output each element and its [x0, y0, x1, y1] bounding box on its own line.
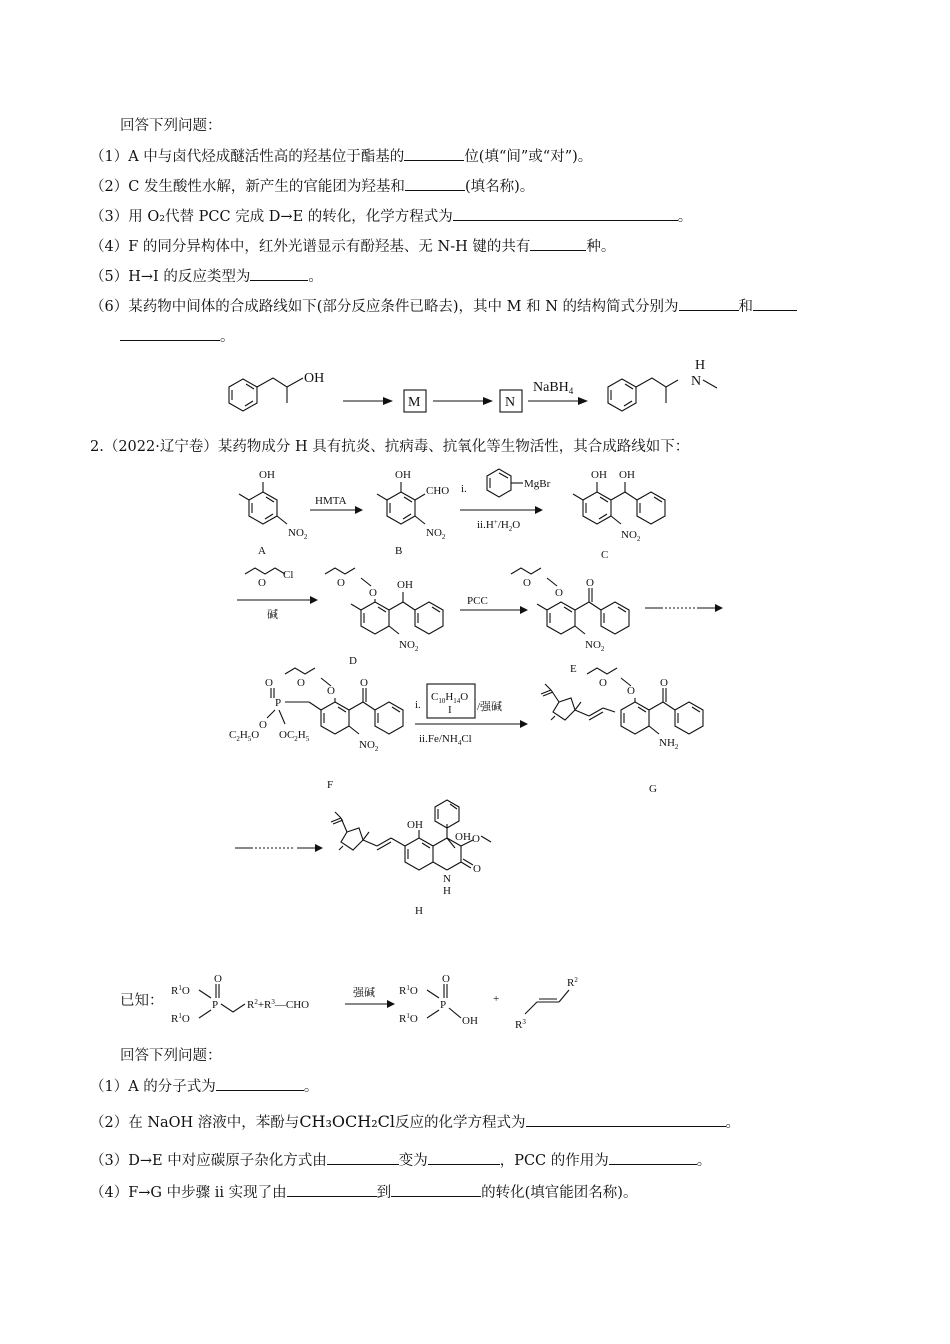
- s2-q2-formula: CH₃OCH₂Cl: [299, 1112, 396, 1131]
- s1-q5-tail: 。: [308, 269, 323, 285]
- s2-intro: 回答下列问题：: [120, 1048, 222, 1064]
- s2-q3-text: （3）D→E 中对应碳原子杂化方式由: [90, 1153, 327, 1169]
- svg-text:O: O: [523, 577, 531, 589]
- label-b: B: [395, 545, 403, 557]
- s1-n-label: N: [505, 395, 516, 410]
- svg-text:强碱: 强碱: [353, 987, 375, 999]
- svg-text:CHO: CHO: [426, 485, 450, 497]
- svg-text:O: O: [555, 587, 563, 599]
- svg-text:OH: OH: [259, 469, 275, 481]
- reagents-f-to-g: [415, 684, 528, 747]
- s2-q3-answer-blank-1[interactable]: [327, 1150, 399, 1165]
- s2-q2-text: （2）在 NaOH 溶液中，苯酚与: [90, 1115, 300, 1131]
- compound-f: [229, 668, 403, 791]
- reagent-pcc: PCC: [467, 595, 488, 607]
- svg-text:P: P: [212, 999, 219, 1011]
- reagent-phmgbr: [487, 469, 551, 497]
- svg-text:OH: OH: [455, 831, 471, 843]
- compound-c: [573, 469, 665, 561]
- s1-q2-answer-blank[interactable]: [405, 176, 465, 191]
- s1-question-6-cont: [120, 326, 235, 347]
- s2-known-reaction: [165, 962, 595, 1034]
- svg-text:NO2: $NO_2$: [359, 739, 379, 753]
- svg-text:OC2H5: $OC_2H_5$: [279, 729, 310, 743]
- label-h: H: [415, 905, 423, 917]
- svg-text:Cl: Cl: [283, 569, 294, 581]
- s2-question-4: [90, 1182, 637, 1203]
- s1-q6-answer-blank-m[interactable]: [679, 296, 739, 311]
- compound-a: [239, 469, 308, 557]
- label-c: C: [601, 549, 609, 561]
- svg-text:O: O: [660, 677, 668, 689]
- svg-text:i.: i.: [461, 483, 467, 495]
- s1-q3-answer-blank[interactable]: [453, 206, 678, 221]
- svg-text:O: O: [258, 577, 266, 589]
- s2-question-2: [90, 1112, 740, 1133]
- s2-q2-answer-blank[interactable]: [526, 1112, 726, 1127]
- s1-q3-text: （3）用 O₂代替 PCC 完成 D→E 的转化，化学方程式为: [90, 209, 453, 225]
- s1-synthesis-scheme: [215, 355, 745, 430]
- label-f: F: [327, 779, 334, 791]
- svg-text:O: O: [473, 863, 481, 875]
- s1-product-benzene-ring: [608, 379, 636, 411]
- s1-oh-label: OH: [304, 371, 325, 386]
- svg-text:O: O: [327, 685, 335, 697]
- s2-q3-text-b: 变为: [398, 1153, 428, 1169]
- svg-text:R3: $R^3$: [515, 1018, 526, 1031]
- s2-q4-answer-blank-1[interactable]: [287, 1182, 377, 1197]
- s1-reagent-nabh4: NaBH$_4$: [533, 380, 574, 396]
- svg-text:O: O: [337, 577, 345, 589]
- s2-q3-text-c: ，PCC 的作用为: [499, 1153, 609, 1169]
- s1-q2-text: （2）C 发生酸性水解，新产生的官能团为羟基和: [90, 179, 405, 195]
- svg-text:ii.Fe/NH4Cl: $ii.Fe/NH_4Cl$: [419, 733, 472, 747]
- s2-q2-text-b: 反应的化学方程式为: [395, 1115, 526, 1131]
- svg-text:R1O: $R^1O$: [171, 984, 190, 997]
- svg-text:+: +: [493, 993, 500, 1005]
- svg-text:O: O: [265, 677, 273, 689]
- compound-b: [377, 469, 449, 557]
- s1-question-3: [90, 206, 692, 227]
- svg-text:/强碱: /强碱: [477, 701, 503, 713]
- compound-h: [331, 800, 491, 917]
- svg-text:OH: OH: [397, 579, 413, 591]
- s1-start-benzene-ring: [229, 379, 257, 411]
- s1-q1-answer-blank[interactable]: [404, 146, 464, 161]
- s1-q6-and: 和: [738, 299, 754, 315]
- svg-text:N: N: [443, 873, 451, 885]
- reagent-ii-h-h2o: $ii.H^+/H_2O$: [477, 518, 521, 533]
- svg-text:OH: OH: [407, 819, 423, 831]
- s2-q1-answer-blank[interactable]: [216, 1076, 304, 1091]
- s1-question-4: [90, 236, 615, 257]
- s1-q6-answer-blank-n1[interactable]: [753, 296, 797, 311]
- s2-q3-tail: 。: [696, 1153, 712, 1169]
- s1-q2-tail: (填名称)。: [464, 179, 535, 195]
- svg-text:C2H5O: $C_2H_5O$: [229, 729, 260, 743]
- label-d: D: [349, 655, 357, 667]
- reagent-base: 碱: [267, 609, 278, 621]
- compound-g: [541, 668, 703, 795]
- s2-q3-answer-blank-2[interactable]: [428, 1150, 500, 1165]
- reagent-mom-cl: [245, 568, 293, 589]
- s1-m-label: M: [408, 395, 421, 410]
- s2-q4-answer-blank-2[interactable]: [391, 1182, 481, 1197]
- svg-text:R2+R3—CHO: $R^2+R^3—CHO$: [247, 998, 310, 1011]
- s2-q3-answer-blank-3[interactable]: [609, 1150, 697, 1165]
- s2-heading: 2.（2022·辽宁卷）某药物成分 H 具有抗炎、抗病毒、抗氧化等生物活性，其合成路线如下：: [90, 439, 690, 455]
- svg-text:OH: OH: [619, 469, 635, 481]
- s1-q5-text: （5）H→I 的反应类型为: [90, 269, 251, 285]
- svg-text:O: O: [214, 973, 222, 985]
- svg-text:O: O: [442, 973, 450, 985]
- svg-text:O: O: [586, 577, 594, 589]
- s1-question-6: [90, 296, 797, 317]
- svg-text:NO2: $NO_2$: [426, 527, 446, 541]
- s1-q4-answer-blank[interactable]: [530, 236, 586, 251]
- label-g: G: [649, 783, 657, 795]
- s1-question-5: [90, 266, 323, 287]
- svg-text:OH: OH: [462, 1015, 478, 1027]
- svg-text:i.: i.: [415, 699, 421, 711]
- svg-text:NO2: $NO_2$: [585, 639, 605, 653]
- s1-q1-tail: 位(填“间”或“对”)。: [464, 149, 593, 165]
- svg-text:R1O: $R^1O$: [171, 1012, 190, 1025]
- svg-text:O: O: [599, 677, 607, 689]
- compound-e: [511, 568, 629, 675]
- svg-text:NO2: $NO_2$: [399, 639, 419, 653]
- label-e: E: [570, 663, 577, 675]
- svg-text:O: O: [627, 685, 635, 697]
- svg-text:OH: OH: [591, 469, 607, 481]
- s1-q3-tail: 。: [677, 209, 693, 225]
- s1-q6-tail: 。: [220, 329, 235, 345]
- compound-d: [325, 568, 443, 667]
- s1-q4-text: （4）F 的同分异构体中，红外光谱显示有酚羟基、无 N-H 键的共有: [90, 239, 531, 255]
- s1-question-2: [90, 176, 534, 197]
- svg-text:O: O: [360, 677, 368, 689]
- s2-synthesis-scheme: [215, 462, 745, 922]
- s2-q4-text: （4）F→G 中步骤 ii 实现了由: [90, 1185, 287, 1201]
- s2-question-3: [90, 1150, 711, 1171]
- s1-n-atom-label: N: [691, 374, 702, 389]
- svg-text:OH: OH: [395, 469, 411, 481]
- s1-question-1: [90, 146, 592, 167]
- reagent-hmta: HMTA: [315, 495, 347, 507]
- svg-text:NH2: $NH_2$: [659, 737, 679, 751]
- s2-q1-tail: 。: [303, 1079, 319, 1095]
- a-no2: $NO_2$: [288, 527, 308, 541]
- s2-q4-tail: 的转化(填官能团名称)。: [481, 1185, 638, 1201]
- svg-text:P: P: [440, 999, 447, 1011]
- s1-q1-text: （1）A 中与卤代烃成醚活性高的羟基位于酯基的: [90, 149, 405, 165]
- svg-text:R2: $R^2$: [567, 976, 578, 989]
- s1-q4-tail: 种。: [586, 239, 616, 255]
- label-a: A: [258, 545, 266, 557]
- svg-text:H: H: [443, 885, 451, 897]
- svg-text:P: P: [275, 697, 282, 709]
- svg-text:O: O: [297, 677, 305, 689]
- svg-text:NO2: $NO_2$: [621, 529, 641, 543]
- s1-q6-answer-blank-n2[interactable]: [120, 326, 220, 341]
- svg-text:R1O: $R^1O$: [399, 1012, 418, 1025]
- s2-q1-text: （1）A 的分子式为: [90, 1079, 216, 1095]
- s2-known-label: 已知：: [120, 993, 164, 1009]
- s2-q4-text-b: 到: [376, 1185, 392, 1201]
- svg-text:R1O: $R^1O$: [399, 984, 418, 997]
- s1-q5-answer-blank[interactable]: [250, 266, 308, 281]
- svg-text:O: O: [472, 833, 480, 845]
- svg-text:MgBr: MgBr: [524, 478, 551, 490]
- s1-nh-h-label: H: [695, 358, 706, 373]
- s2-q2-tail: 。: [725, 1115, 741, 1131]
- s1-intro: 回答下列问题：: [120, 118, 222, 134]
- svg-text:O: O: [369, 587, 377, 599]
- s2-question-1: [90, 1076, 318, 1097]
- svg-text:I: I: [448, 704, 452, 716]
- svg-text:C10H14O: $C_{10}H_{14}O$: [431, 691, 469, 705]
- svg-text:O: O: [259, 719, 267, 731]
- s1-q6-text: （6）某药物中间体的合成路线如下(部分反应条件已略去)，其中 M 和 N 的结构简式分别为: [90, 299, 679, 315]
